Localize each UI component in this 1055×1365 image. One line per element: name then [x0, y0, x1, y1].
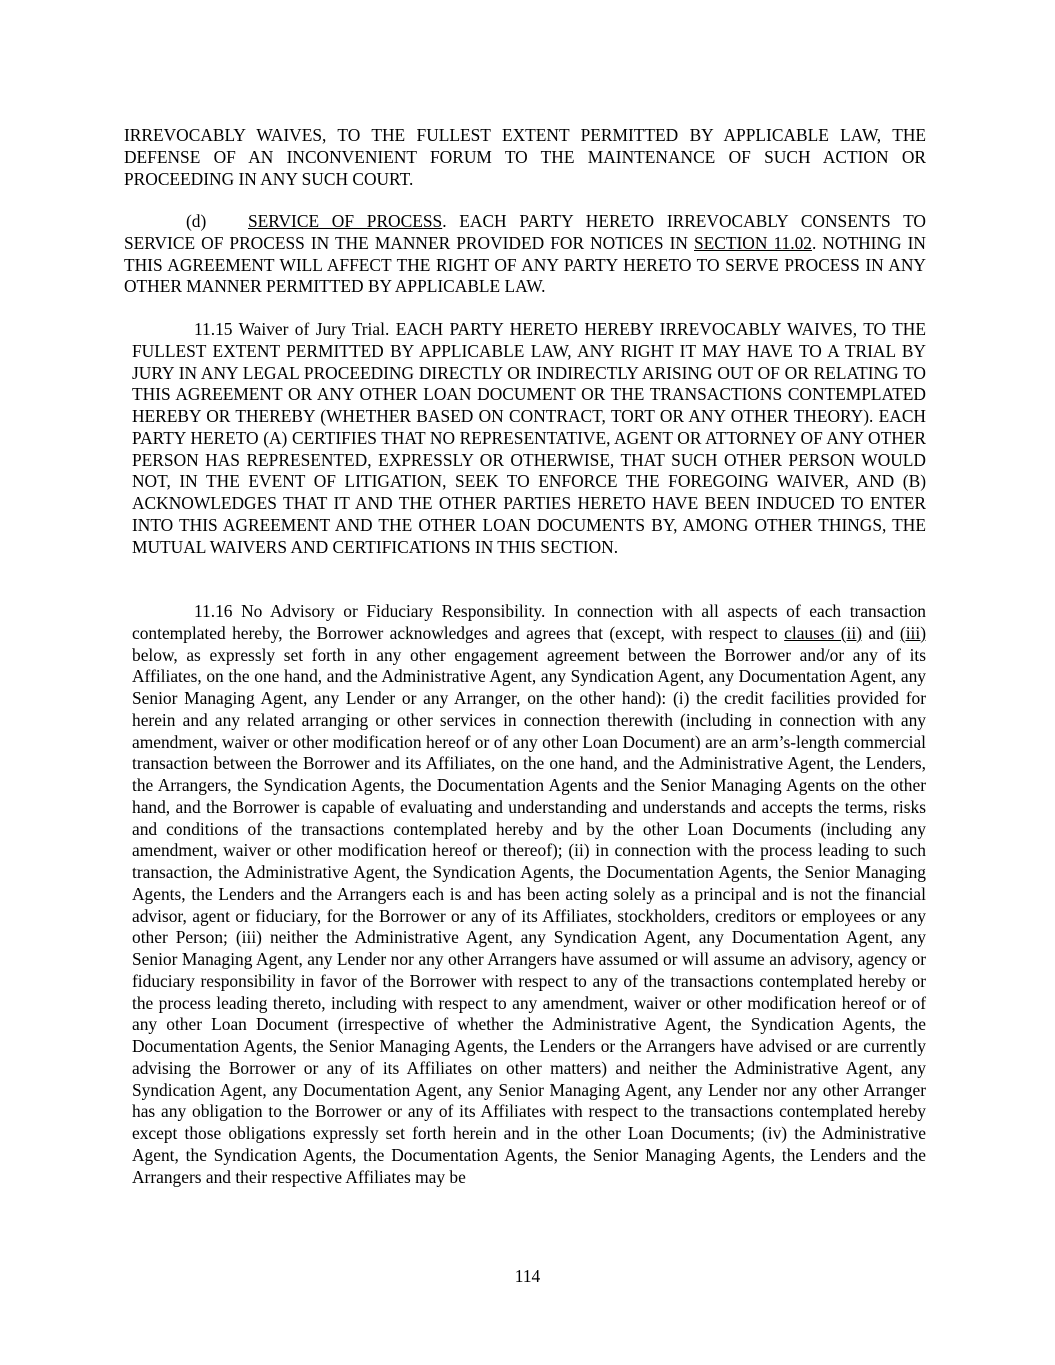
section-d-paragraph [124, 211, 926, 298]
section-d-text-1: . EACH PARTY HERETO IRREVOCABLY CONSENTS TO SERVICE OF PROCESS IN THE MANNER PROVIDED FOR NOTICES IN [124, 211, 926, 253]
clause-iii-reference: (iii) [899, 622, 926, 643]
section-11-02-reference: SECTION 11.02 [694, 232, 812, 253]
section-d-label: (d) [186, 211, 207, 231]
and-word: and [862, 622, 900, 643]
section-d-heading: SERVICE OF PROCESS [248, 211, 443, 231]
section-d-text-2: . NOTHING IN THIS AGREEMENT WILL AFFECT THE RIGHT OF ANY PARTY HERETO TO SERVE PROCESS IN ANY OTHER MANNER PERMITTED BY APPLICABLE LAW. [124, 232, 926, 297]
section-11-15-heading: 11.15 Waiver of Jury Trial. [194, 319, 390, 339]
clause-ii-reference: clauses (ii) [784, 622, 863, 643]
section-11-16-text-2: below, as expressly set forth in any other engagement agreement between the Borrower and/or any of its Affiliates, on the one hand, and the Administrative Agent, any Syndication Agent, any Documentation Agent, any Senior Managing Agent, any Lender or any Arranger, on the other hand): (i) the credit facilities provided for herein and any related arranging or other services in connection therewith (including in connection with any amendment, waiver or other modification hereof or of any other Loan Document) are an arm’s-length commercial transaction between the Borrower and its Affiliates, on the one hand, and the Administrative Agent, the Lenders, the Arrangers, the Syndication Agents, the Documentation Agents and the Senior Managing Agents on the other hand, and the Borrower is capable of evaluating and understanding and understands and accepts the terms, risks and conditions of the transactions contemplated hereby and by the other Loan Documents (including any amendment, waiver or other modification hereof or thereof); (ii) in connection with the process leading to such transaction, the Administrative Agent, the Syndication Agents, the Documentation Agents, the Senior Managing Agents, the Lenders and the Arrangers each is and has been acting solely as a principal and is not the financial advisor, agent or fiduciary, for the Borrower or any of its Affiliates, stockholders, creditors or employees or any other Person; (iii) neither the Administrative Agent, any Syndication Agent, any Documentation Agent, any Senior Managing Agent, any Lender nor any other Arrangers have assumed or will assume an advisory, agency or fiduciary responsibility in favor of the Borrower with respect to any of the transactions contemplated hereby or the process leading thereto, including with respect to any amendment, waiver or other modification hereof or of any other Loan Document (irrespective of whether the Administrative Agent, the Syndication Agents, the Documentation Agents, the Senior Managing Agents, the Lenders or the Arrangers have advised or are currently advising the Borrower or any of its Affiliates on other matters) and neither the Administrative Agent, any Syndication Agent, any Documentation Agent, any Senior Managing Agent, any Lender nor any other Arranger has any obligation to the Borrower or any of its Affiliates with respect to the transactions contemplated hereby except those obligations expressly set forth herein and in the other Loan Documents; (iv) the Administrative Agent, the Syndication Agents, the Documentation Agents, the Senior Managing Agents, the Lenders and the Arrangers and their respective Affiliates may be [132, 644, 926, 1187]
section-c-continuation: IRREVOCABLY WAIVES, TO THE FULLEST EXTENT PERMITTED BY APPLICABLE LAW, THE DEFENSE OF AN INCONVENIENT FORUM TO THE MAINTENANCE OF SUCH ACTION OR PROCEEDING IN ANY SUCH COURT. [124, 125, 926, 189]
section-11-15-paragraph [132, 319, 926, 558]
section-11-15-text: EACH PARTY HERETO HEREBY IRREVOCABLY WAIVES, TO THE FULLEST EXTENT PERMITTED BY APPLICABLE LAW, ANY RIGHT IT MAY HAVE TO A TRIAL BY JURY IN ANY LEGAL PROCEEDING DIRECTLY OR INDIRECTLY ARISING OUT OF OR RELATING TO THIS AGREEMENT OR ANY OTHER LOAN DOCUMENT OR THE TRANSACTIONS CONTEMPLATED HEREBY OR THEREBY (WHETHER BASED ON CONTRACT, TORT OR ANY OTHER THEORY). EACH PARTY HERETO (A) CERTIFIES THAT NO REPRESENTATIVE, AGENT OR ATTORNEY OF ANY OTHER PERSON HAS REPRESENTED, EXPRESSLY OR OTHERWISE, THAT SUCH OTHER PERSON WOULD NOT, IN THE EVENT OF LITIGATION, SEEK TO ENFORCE THE FOREGOING WAIVER, AND (B) ACKNOWLEDGES THAT IT AND THE OTHER PARTIES HERETO HAVE BEEN INDUCED TO ENTER INTO THIS AGREEMENT AND THE OTHER LOAN DOCUMENTS BY, AMONG OTHER THINGS, THE MUTUAL WAIVERS AND CERTIFICATIONS IN THIS SECTION. [132, 319, 926, 557]
section-11-16-text-1: In connection with all aspects of each transaction contemplated hereby, the Borrower acknowledges and agrees that (except, with respect to [132, 601, 927, 643]
section-11-16-heading: 11.16 No Advisory or Fiduciary Responsibility. [194, 601, 546, 621]
page-number: 114 [514, 1266, 541, 1286]
section-11-16-paragraph [132, 601, 926, 1188]
